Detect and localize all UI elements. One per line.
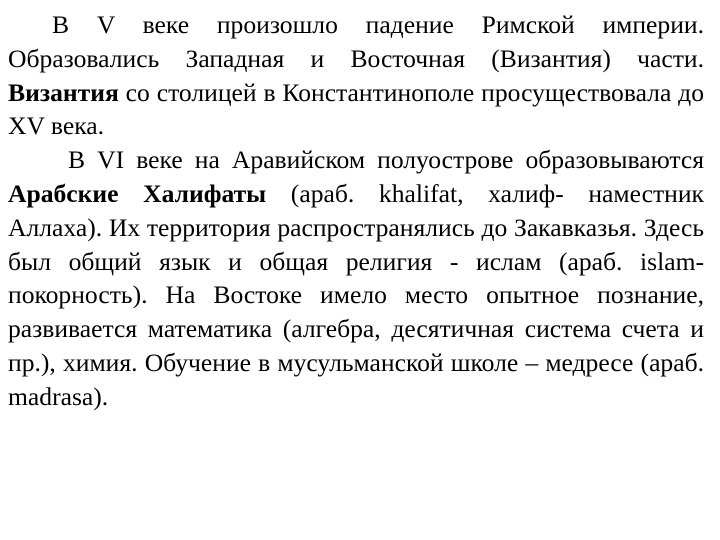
- paragraph-text: В VI веке на Аравийском полуострове образовываются: [68, 145, 704, 175]
- paragraph-text: В V веке произошло падение Римской империи. Образовались Западная и Восточная (Византия) части.: [8, 10, 704, 73]
- bold-term-caliphates: Арабские Халифаты: [8, 178, 267, 208]
- slide-body: [8, 8, 704, 414]
- paragraph-caliphates: [8, 143, 704, 413]
- paragraph-text: со столицей в Константинополе просуществовала до XV века.: [8, 77, 704, 141]
- bold-term-byzantium: Византия: [8, 77, 119, 107]
- paragraph-byzantium: [8, 8, 704, 143]
- paragraph-text: (араб. khalifat, халиф- наместник Аллаха). Их территория распространялись до Закавказья. Здесь был общий язык и общая религия - ислам (араб. islam- покорность). На Востоке имело место опытное познание, развивается математика (алгебра, десятичная система счета и пр.), химия. Обучение в мусульманской школе – медресе (араб. madrasa).: [8, 178, 704, 411]
